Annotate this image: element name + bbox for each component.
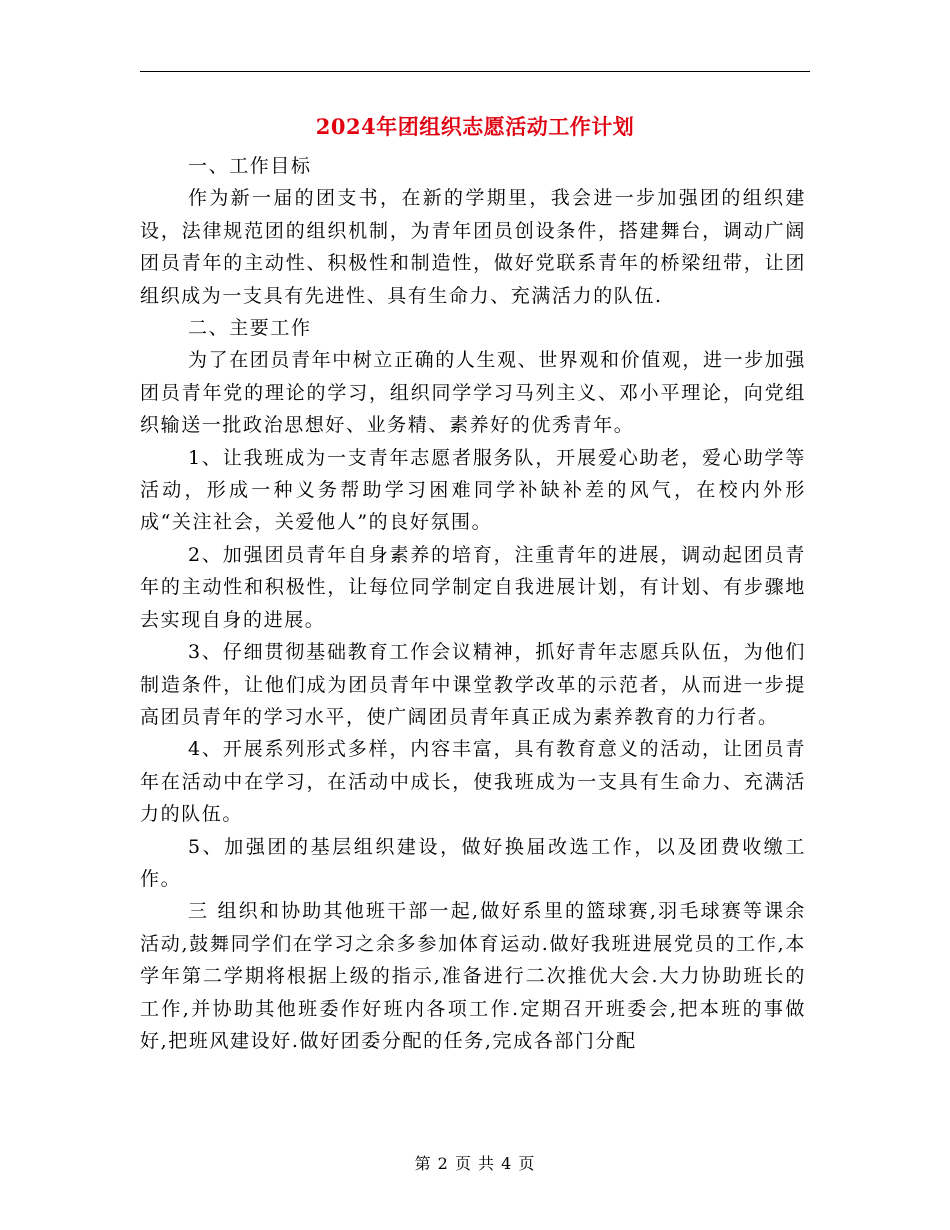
paragraph-goals: 作为新一届的团支书，在新的学期里，我会进一步加强团的组织建设，法律规范团的组织机制，为青年团员创设条件，搭建舞台，调动广阔团员青年的主动性、积极性和制造性，做好党联系青年的桥梁纽带，让团组织成为一支具有先进性、具有生命力、充满活力的队伍. bbox=[140, 187, 806, 307]
section-heading-main-work: 二、主要工作 bbox=[188, 317, 312, 340]
paragraph-item-1: 1、让我班成为一支青年志愿者服务队，开展爱心助老，爱心助学等活动，形成一种义务帮助学习困难同学补缺补差的风气，在校内外形成“关注社会，关爱他人”的良好氛围。 bbox=[140, 446, 806, 534]
paragraph-item-5: 5、加强团的基层组织建设，做好换届改选工作，以及团费收缴工作。 bbox=[140, 835, 806, 890]
paragraph-section-3: 三 组织和协助其他班干部一起,做好系里的篮球赛,羽毛球赛等课余活动,鼓舞同学们在学习之余多参加体育运动.做好我班进展党员的工作,本学年第二学期将根据上级的指示,准备进行二次推优大会.大力协助班长的工作,并协助其他班委作好班内各项工作.定期召开班委会,把本班的事做好,把班风建设好.做好团委分配的任务,完成各部门分配 bbox=[140, 900, 806, 1052]
document-title: 2024年团组织志愿活动工作计划 bbox=[315, 114, 635, 139]
document-body bbox=[140, 150, 806, 1057]
paragraph-item-3: 3、仔细贯彻基础教育工作会议精神，抓好青年志愿兵队伍，为他们制造条件，让他们成为团员青年中课堂教学改革的示范者，从而进一步提高团员青年的学习水平，使广阔团员青年真正成为素养教育的力行者。 bbox=[140, 641, 806, 728]
paragraph-main-work-intro: 为了在团员青年中树立正确的人生观、世界观和价值观，进一步加强团员青年党的理论的学习，组织同学学习马列主义、邓小平理论，向党组织输送一批政治思想好、业务精、素养好的优秀青年。 bbox=[140, 349, 807, 437]
header-rule bbox=[140, 71, 810, 72]
section-heading-goals: 一、工作目标 bbox=[188, 155, 312, 177]
paragraph-item-2: 2、加强团员青年自身素养的培育，注重青年的进展，调动起团员青年的主动性和积极性，让每位同学制定自我进展计划，有计划、有步骤地去实现自身的进展。 bbox=[140, 543, 806, 631]
page-number-footer: 第 2 页 共 4 页 bbox=[414, 1154, 536, 1173]
paragraph-item-4: 4、开展系列形式多样，内容丰富，具有教育意义的活动，让团员青年在活动中在学习，在活动中成长，使我班成为一支具有生命力、充满活力的队伍。 bbox=[140, 738, 806, 826]
